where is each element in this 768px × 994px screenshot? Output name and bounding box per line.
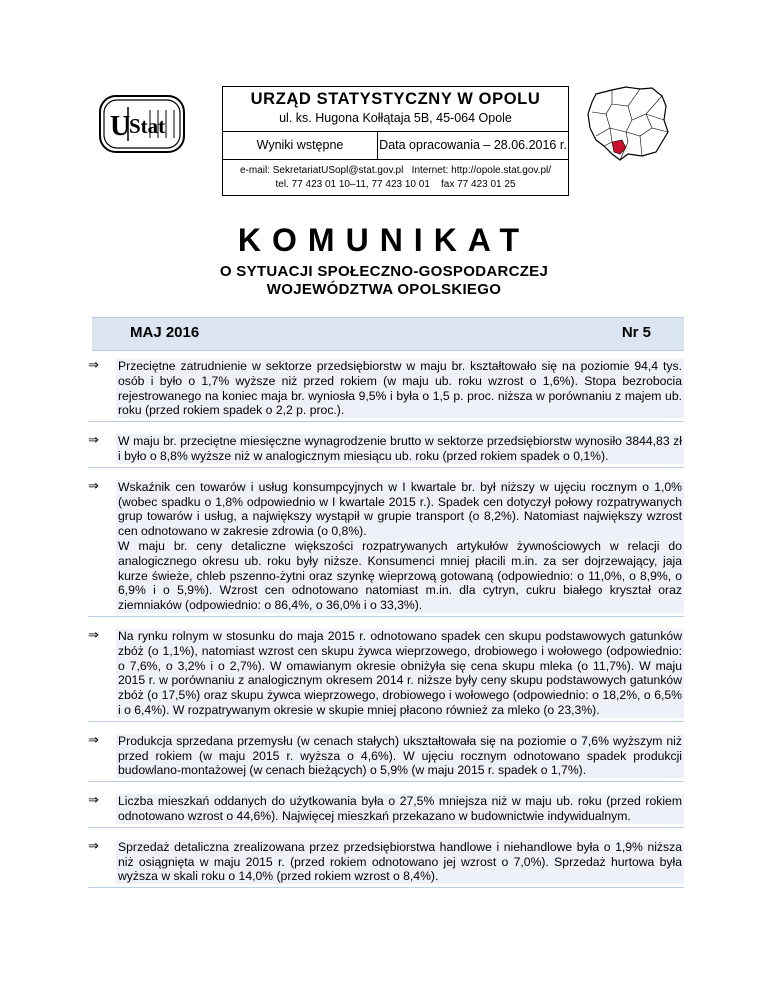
list-item [88,793,684,828]
item-paragraph-2: W maju br. ceny detaliczne większości rozpatrywanych artykułów żywnościowych w relacji do analogicznego okresu ub. roku były niższe. Konsumenci mniej płacili m.in. za ser dojrzewający, jaja kurze świeże, chleb pszenno-żytni oraz szynkę wieprzową gotowaną (odpowiednio: o 11,0%, o 8,9%, o 6,9% i o 5,9%). Wzrost cen odnotowano natomiast m.in. dla cytryn, cukru białego kryształ oraz ziemniaków (odpowiednio: o 86,4%, o 36,0% i o 33,3%). [118,538,682,613]
header-status-row [223,132,568,160]
arrow-right-icon: ⇒ [88,838,99,854]
header-box [222,86,569,196]
arrow-right-icon: ⇒ [88,358,99,373]
item-paragraph-1: Wskaźnik cen towarów i usług konsumpcyjnych w I kwartale br. był niższy w ujęciu rocznym o 1,0% (wobec spadku o 1,8% odpowiednio w I kwartale 2015 r.). Spadek cen dotyczył połowy rozpatrywanych grup towarów i usług, a największy wystąpił w grupie transport (o 8,2%). Natomiast największy wzrost cen odnotowano w zakresie zdrowia (o 0,8%). [118,479,682,539]
issue-bar [92,317,684,351]
document-subtitle [0,263,768,299]
poland-voivodeships-map-icon [582,84,672,164]
item-text [116,480,684,613]
item-text: Na rynku rolnym w stosunku do maja 2015 r. odnotowano spadek cen skupu podstawowych gatunków zbóż (o 1,1%), natomiast wzrost cen skupu żywca wieprzowego, drobiowego i wołowego (odpowiednio: o 7,6%, o 3,2% i o 2,7%). W omawianym okresie obniżyła się cena skupu mleka (o 11,7%). W maju 2015 r. w porównaniu z analogicznym okresem 2014 r. niższe były ceny skupu podstawowych gatunków zbóż (o 17,5%) oraz skupu żywca wieprzowego, drobiowego i wołowego (odpowiednio: o 18,2%, o 6,5% i o 6,4%). W rozpatrywanym okresie w skupie mniej płacono również za mleko (o 23,3%). [118,628,682,717]
document-title: KOMUNIKAT [237,222,531,258]
list-item [88,839,684,888]
arrow-right-icon: ⇒ [88,627,99,643]
list-item [88,733,684,782]
item-text: Sprzedaż detaliczna zrealizowana przez przedsiębiorstwa handlowe i niehandlowe była o 1,9% niższa niż osiągnięta w maju 2015 r. (przed rokiem odnotowano jej wzrost o 7,0%). Sprzedaż hurtowa była wyższa w skali roku o 14,0% (przed rokiem wzrost o 8,4%). [118,839,682,884]
preparation-date: Data opracowania – 28.06.2016 r. [379,138,567,152]
svg-text:U: U [110,111,131,142]
subtitle-line-2: WOJEWÓDZTWA OPOLSKIEGO [266,281,502,298]
status-label: Wyniki wstępne [223,132,378,159]
arrow-right-icon: ⇒ [88,478,99,494]
arrow-right-icon: ⇒ [88,433,99,449]
subtitle-line-1: O SYTUACJI SPOŁECZNO-GOSPODARCZEJ [219,263,549,280]
office-address: ul. ks. Hugona Kołłątaja 5B, 45-064 Opole [279,111,512,125]
item-text: Produkcja sprzedana przemysłu (w cenach stałych) ukształtowała się na poziomie o 7,6% wyższym niż przed rokiem (w maju 2015 r. wyższa o 4,6%). W ujęciu rocznym odnotowano spadek produkcji budowlano-montażowej (w cenach bieżących) o 5,9% (w maju 2015 r. spadek o 1,7%). [118,733,682,778]
item-text: Przeciętne zatrudnienie w sektorze przedsiębiorstw w maju br. kształtowało się na poziomie 94,4 tys. osób i było o 1,7% wyższe niż przed rokiem (w maju ub. roku wzrost o 1,6%). Stopa bezrobocia rejestrowanego na koniec maja br. wyniosła 9,5% i była o 1,5 p. proc. niższa w porównaniu z majem ub. roku (przed rokiem spadek o 2,2 p. proc.). [118,359,682,418]
item-text: W maju br. przeciętne miesięczne wynagrodzenie brutto w sektorze przedsiębiorstw wynosiło 3844,83 zł i było o 8,8% wyższe niż w analogicznym miesiącu ub. roku (przed rokiem spadek o 0,1%). [118,434,682,463]
svg-text:Stat: Stat [129,114,166,138]
header-top [223,87,568,132]
contact-phone-fax: tel. 77 423 01 10–11, 77 423 10 01 fax 77 423 01 25 [275,179,516,190]
item-text: Liczba mieszkań oddanych do użytkowania była o 27,5% mniejsza niż w maju ub. roku (przed rokiem odnotowano wzrost o 44,6%). Najwięcej mieszkań przekazano w budownictwie indywidualnym. [118,794,682,823]
issue-number: Nr 5 [621,324,651,341]
contact-email-web: e-mail: SekretariatUSopl@stat.gov.pl Internet: http://opole.stat.gov.pl/ [239,165,552,176]
summary-items [88,358,684,899]
list-item [88,433,684,468]
contact-info [223,160,568,195]
list-item [88,628,684,722]
list-item [88,479,684,617]
list-item [88,358,684,422]
arrow-right-icon: ⇒ [88,732,99,748]
office-title: URZĄD STATYSTYCZNY W OPOLU [250,90,541,108]
issue-month: MAJ 2016 [130,324,200,341]
ustat-logo [98,94,186,154]
arrow-right-icon: ⇒ [88,793,99,809]
